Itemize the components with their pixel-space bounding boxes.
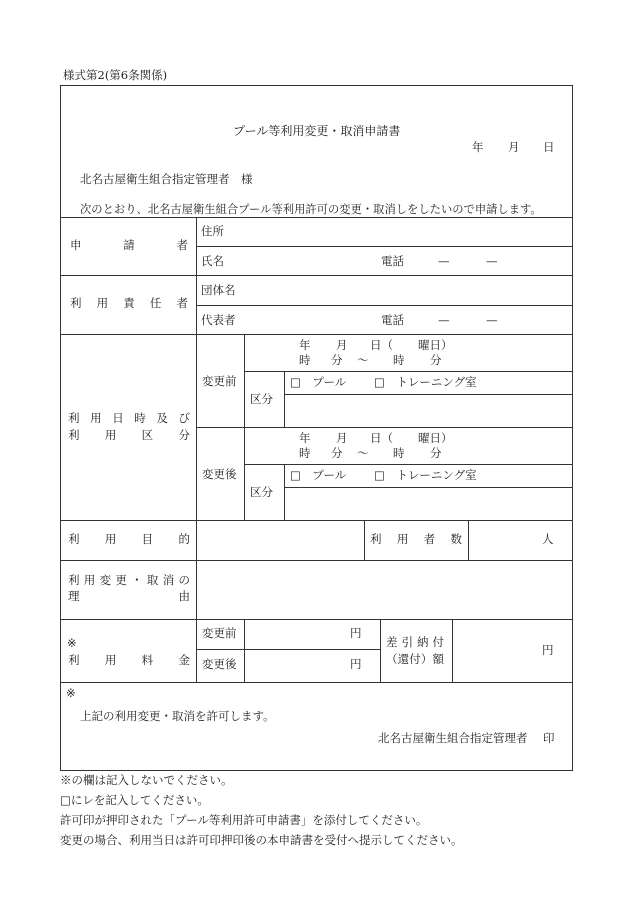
applicant-phone-label: 電話 [381, 254, 404, 268]
seal-mark: 印 [543, 731, 555, 745]
applicant-phone-dash-1: — [438, 254, 450, 268]
approval-text: 上記の利用変更・取消を許可します。 [80, 709, 275, 723]
responsible-phone-dash-2: — [486, 313, 498, 327]
col-divider-fee-amount [244, 619, 245, 682]
after-pool-checkbox[interactable]: □ プール [290, 468, 347, 482]
divider-schedule [60, 520, 573, 521]
addressee: 北名古屋衛生組合指定管理者 様 [80, 172, 253, 186]
reason-label-line2: 理 由 [68, 589, 190, 603]
schedule-label-line1: 利 用 日 時 及 び [68, 411, 190, 425]
schedule-before-label: 変更前 [202, 374, 237, 388]
divider-before-after [196, 427, 573, 428]
date-day: 日 [543, 140, 555, 154]
divider-after-time [244, 464, 573, 465]
responsible-phone-dash-1: — [438, 313, 450, 327]
divider-responsible [60, 334, 573, 335]
col-divider-beforeafter [244, 334, 245, 520]
divider-header [60, 217, 573, 218]
before-pool-checkbox[interactable]: □ プール [290, 375, 347, 389]
date-month: 月 [508, 140, 520, 154]
fee-before-label: 変更前 [202, 626, 237, 640]
fee-label: 利 用 料 金 [68, 653, 190, 667]
col-divider-label [196, 217, 197, 682]
divider-before-time [244, 371, 573, 372]
divider-reason [60, 619, 573, 620]
col-divider-purpose [364, 520, 365, 560]
after-division-label: 区分 [250, 485, 273, 499]
group-label: 団体名 [201, 283, 236, 297]
form-frame [60, 85, 573, 771]
divider-after-division [284, 487, 573, 488]
diff-label-line1: 差 引 納 付 [386, 635, 444, 649]
person-unit: 人 [542, 532, 554, 546]
fee-mark: ※ [67, 636, 77, 650]
name-label: 氏名 [201, 254, 224, 268]
representative-label: 代表者 [201, 313, 236, 327]
divider-responsible-inner [196, 305, 573, 306]
intro-text: 次のとおり、北名古屋衛生組合プール等利用許可の変更・取消しをしたいので申請します。 [80, 203, 542, 216]
before-training-checkbox[interactable]: □ トレーニング室 [374, 375, 477, 389]
form-title: プール等利用変更・取消申請書 [233, 124, 401, 138]
col-divider-fee-diff-value [452, 619, 453, 682]
diff-yen: 円 [542, 643, 554, 657]
address-label: 住所 [201, 224, 224, 238]
divider-before-division [284, 394, 573, 395]
fee-before-yen: 円 [350, 626, 362, 640]
divider-fee [60, 682, 573, 683]
col-divider-fee-diff [380, 619, 381, 682]
purpose-label: 利 用 目 的 [68, 532, 190, 546]
reason-label-line1: 利 用 変 更 ・ 取 消 の [68, 573, 190, 587]
col-divider-division-after [284, 464, 285, 520]
note-item: 許可印が押印された「プール等利用許可申請書」を添付してください。 [60, 813, 428, 827]
note-item: ※の欄は記入しないでください。 [60, 773, 233, 787]
after-training-checkbox[interactable]: □ トレーニング室 [374, 468, 477, 482]
schedule-after-label: 変更後 [202, 467, 237, 481]
responsible-label: 利 用 責 任 者 [70, 296, 188, 310]
responsible-phone-label: 電話 [381, 313, 404, 327]
divider-purpose [60, 560, 573, 561]
divider-applicant-inner [196, 246, 573, 247]
fee-after-label: 変更後 [202, 657, 237, 671]
form-number: 様式第2(第6条関係) [63, 68, 168, 82]
note-item: 変更の場合、利用当日は許可印押印後の本申請書を受付へ提示してください。 [60, 833, 463, 847]
divider-fee-inner [196, 649, 380, 650]
col-divider-division-before [284, 371, 285, 427]
before-division-label: 区分 [250, 392, 273, 406]
applicant-phone-dash-2: — [486, 254, 498, 268]
approval-signer: 北名古屋衛生組合指定管理者 [378, 731, 528, 745]
diff-label-line2: （ 還 付 ） 額 [386, 652, 444, 666]
date-year: 年 [472, 140, 484, 154]
user-count-label: 利 用 者 数 [370, 532, 462, 546]
approval-mark: ※ [66, 686, 76, 700]
note-item: □にレを記入してください。 [60, 793, 209, 807]
fee-after-yen: 円 [350, 657, 362, 671]
applicant-label: 申 請 者 [70, 238, 188, 252]
divider-applicant [60, 275, 573, 276]
col-divider-count [468, 520, 469, 560]
schedule-label-line2: 利 用 区 分 [68, 428, 190, 442]
